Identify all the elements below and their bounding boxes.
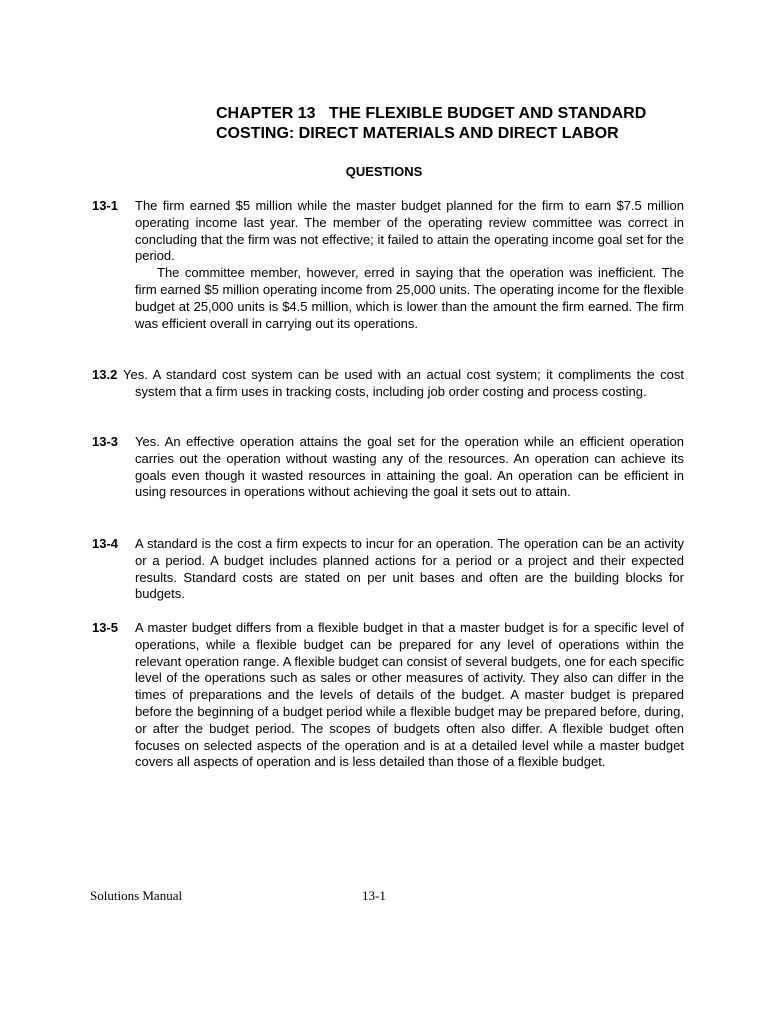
section-heading: QUESTIONS bbox=[345, 164, 423, 179]
question-13-1 bbox=[92, 198, 684, 332]
answer-body bbox=[135, 434, 684, 501]
question-13-5 bbox=[92, 620, 684, 771]
answer-paragraph: A standard is the cost a firm expects to incur for an operation. The operation can be an activity or a period. A budget includes planned actions for a period or a project and their expected results. Standard costs are stated on per unit bases and often are the building blocks for budgets. bbox=[135, 536, 684, 602]
question-number: 13-5 bbox=[92, 620, 119, 635]
answer-paragraph: The committee member, however, erred in saying that the operation was inefficient. The firm earned $5 million operating income from 25,000 units. The operating income for the flexible budget at 25,000 units is $4.5 million, which is lower than the amount the firm earned. The firm was efficient overall in carrying out its operations. bbox=[135, 265, 684, 331]
question-number: 13-4 bbox=[92, 536, 119, 551]
question-number: 13-1 bbox=[92, 198, 119, 213]
question-13-4 bbox=[92, 536, 684, 603]
question-number: 13.2 bbox=[92, 367, 118, 382]
answer-body bbox=[135, 620, 684, 771]
page-number: 13-1 bbox=[362, 888, 386, 903]
answer-paragraph: The firm earned $5 million while the master budget planned for the firm to earn $7.5 million operating income last year. The member of the operating review committee was correct in concluding that the firm was not effective; it failed to attain the operating income goal set for the period. bbox=[135, 198, 684, 264]
question-13-3 bbox=[92, 434, 684, 501]
chapter-title-line-2: COSTING: DIRECT MATERIALS AND DIRECT LABOR bbox=[216, 125, 619, 142]
answer-paragraph: A master budget differs from a flexible budget in that a master budget is for a specific level of operations, while a flexible budget can be prepared for any level of operations within the relevant operation range. A flexible budget can consist of several budgets, one for each specific level of the operations such as sales or other measures of activity. They also can differ in the times of preparations and the levels of details of the budget. A master budget is prepared before the beginning of a budget period while a flexible budget may be prepared before, during, or after the budget period. The scopes of budgets often also differ. A flexible budget often focuses on selected aspects of the operation and is at a detailed level while a master budget covers all aspects of operation and is less detailed than those of a flexible budget. bbox=[135, 620, 684, 770]
footer-label: Solutions Manual bbox=[90, 888, 183, 903]
answer-body bbox=[123, 367, 684, 401]
chapter-title-line-1: CHAPTER 13 THE FLEXIBLE BUDGET AND STANDARD bbox=[216, 105, 647, 122]
question-13-2 bbox=[92, 367, 684, 401]
chapter-title bbox=[216, 104, 696, 144]
answer-body bbox=[135, 536, 684, 603]
answer-paragraph: Yes. A standard cost system can be used with an actual cost system; it compliments the cost system that a firm uses in tracking costs, including job order costing and process costing. bbox=[123, 367, 684, 399]
answer-paragraph: Yes. An effective operation attains the goal set for the operation while an efficient operation carries out the operation without wasting any of the resources. An operation can achieve its goals even though it wasted resources in attaining the goal. An operation can be efficient in using resources in operations without achieving the goal it sets out to attain. bbox=[135, 434, 684, 500]
question-number: 13-3 bbox=[92, 434, 119, 449]
answer-body bbox=[135, 198, 684, 332]
